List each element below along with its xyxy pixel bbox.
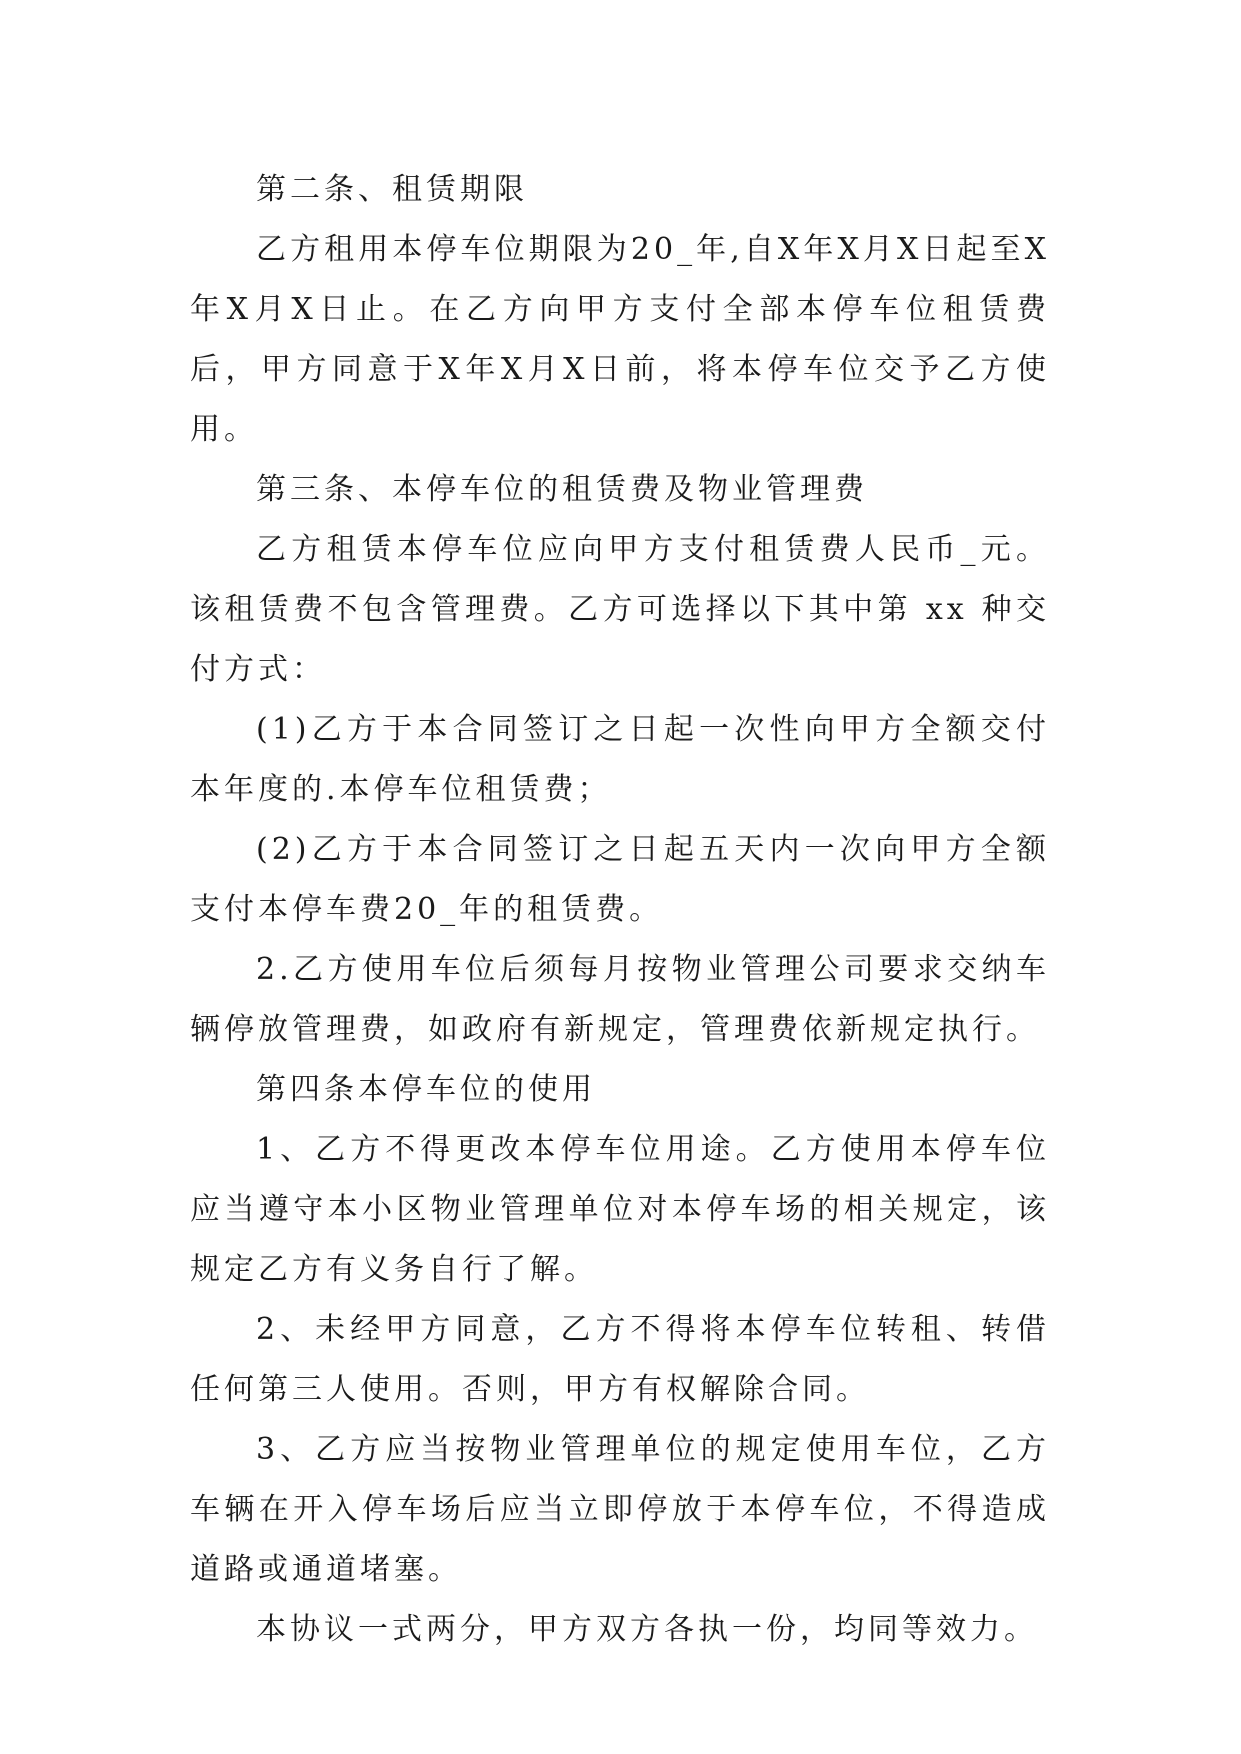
paragraph-usage-2: 2、未经甲方同意，乙方不得将本停车位转租、转借任何第三人使用。否则，甲方有权解除合同。	[190, 1312, 1050, 1407]
paragraph-option-1: (1)乙方于本合同签订之日起一次性向甲方全额交付本年度的.本停车位租赁费；	[190, 712, 1050, 807]
article-heading-usage: 第四条本停车位的使用	[256, 1072, 596, 1107]
document-body	[190, 160, 1050, 1660]
paragraph-usage-3: 3、乙方应当按物业管理单位的规定使用车位，乙方车辆在开入停车场后应当立即停放于本停车位，不得造成道路或通道堵塞。	[190, 1432, 1050, 1587]
paragraph-lease-term: 乙方租用本停车位期限为20_年,自X年X月X日起至X年X月X日止。在乙方向甲方支付全部本停车位租赁费后，甲方同意于X年X月X日前，将本停车位交予乙方使用。	[190, 232, 1050, 447]
paragraph-rent-payment: 乙方租赁本停车位应向甲方支付租赁费人民币_元。该租赁费不包含管理费。乙方可选择以下其中第 xx 种交付方式：	[190, 532, 1050, 687]
paragraph-management-fee: 2.乙方使用车位后须每月按物业管理公司要求交纳车辆停放管理费，如政府有新规定，管理费依新规定执行。	[190, 952, 1050, 1047]
article-heading-term: 第二条、租赁期限	[256, 172, 528, 207]
paragraph-option-2: (2)乙方于本合同签订之日起五天内一次向甲方全额支付本停车费20_年的租赁费。	[190, 832, 1050, 927]
paragraph-usage-1: 1、乙方不得更改本停车位用途。乙方使用本停车位应当遵守本小区物业管理单位对本停车场的相关规定，该规定乙方有义务自行了解。	[190, 1132, 1050, 1287]
article-heading-fees: 第三条、本停车位的租赁费及物业管理费	[256, 472, 868, 507]
paragraph-closing: 本协议一式两分，甲方双方各执一份，均同等效力。	[256, 1612, 1038, 1647]
